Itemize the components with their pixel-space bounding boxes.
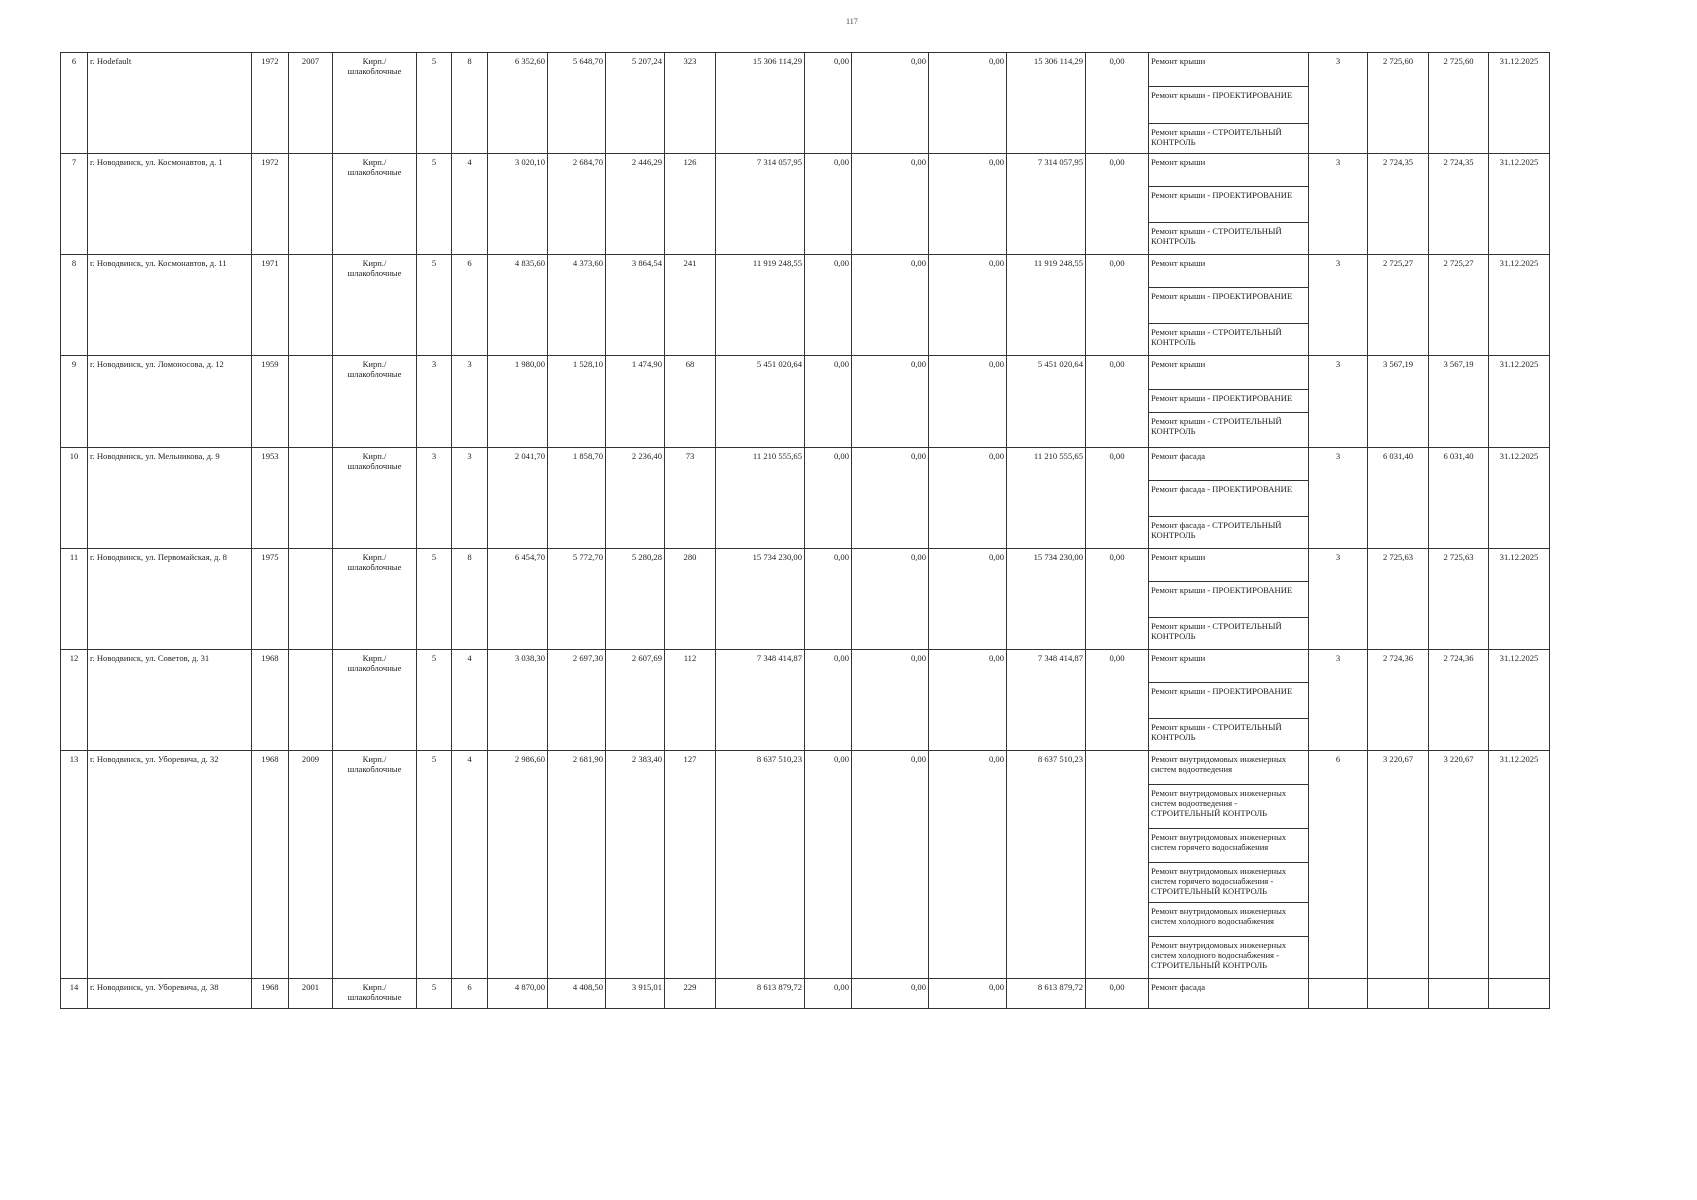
- cell-area-total: 2 041,70: [488, 448, 548, 549]
- cell-area-living: 2 697,30: [548, 650, 606, 751]
- cell-work-type: Ремонт фасада - СТРОИТЕЛЬНЫЙ КОНТРОЛЬ: [1149, 517, 1309, 549]
- cell-cost-other: 0,00: [1086, 650, 1149, 751]
- cell-work-type: Ремонт крыши - ПРОЕКТИРОВАНИЕ: [1149, 187, 1309, 223]
- cell-cost-mun: 0,00: [929, 979, 1007, 1009]
- cell-cost-reg: 0,00: [852, 356, 929, 448]
- cell-year-overhaul: 2009: [289, 751, 333, 979]
- cell-floors: 5: [417, 154, 452, 255]
- cell-work-type: Ремонт крыши: [1149, 255, 1309, 288]
- cell-year-overhaul: [289, 448, 333, 549]
- cell-work-type: Ремонт крыши - СТРОИТЕЛЬНЫЙ КОНТРОЛЬ: [1149, 124, 1309, 154]
- cell-cost-other: 0,00: [1086, 255, 1149, 356]
- cell-area-living: 5 648,70: [548, 53, 606, 154]
- cell-year-built: 1968: [252, 979, 289, 1009]
- cell-cost-other: 0,00: [1086, 154, 1149, 255]
- cell-num: 6: [61, 53, 88, 154]
- cell-area-total: 3 020,10: [488, 154, 548, 255]
- cell-num: 8: [61, 255, 88, 356]
- cell-deadline: 31.12.2025: [1489, 751, 1550, 979]
- cell-deadline: 31.12.2025: [1489, 53, 1550, 154]
- cell-area-living2: 2 607,69: [606, 650, 665, 751]
- cell-area-living2: 2 383,40: [606, 751, 665, 979]
- cell-num: 10: [61, 448, 88, 549]
- cell-work-type: Ремонт крыши: [1149, 53, 1309, 87]
- cell-num: 12: [61, 650, 88, 751]
- cell-cost-other: 0,00: [1086, 979, 1149, 1009]
- cell-cost-owners: 7 348 414,87: [1007, 650, 1086, 751]
- cell-max-cost: 3 567,19: [1429, 356, 1489, 448]
- cell-deadline: 31.12.2025: [1489, 154, 1550, 255]
- cell-entrances: 6: [452, 255, 488, 356]
- cell-work-type: Ремонт внутридомовых инженерных систем холодного водоснабжения - СТРОИТЕЛЬНЫЙ КОНТРОЛЬ: [1149, 937, 1309, 979]
- cell-max-cost: 6 031,40: [1429, 448, 1489, 549]
- cell-deadline: 31.12.2025: [1489, 356, 1550, 448]
- cell-cost-fed: 0,00: [805, 356, 852, 448]
- cell-year-built: 1959: [252, 356, 289, 448]
- cell-cost-total: 11 210 555,65: [716, 448, 805, 549]
- cell-cost-fed: 0,00: [805, 549, 852, 650]
- cell-entrances: 4: [452, 154, 488, 255]
- cell-deadline: [1489, 979, 1550, 1009]
- cell-cost-mun: 0,00: [929, 448, 1007, 549]
- cell-cost-owners: 7 314 057,95: [1007, 154, 1086, 255]
- cell-unit-cost: 2 724,35: [1368, 154, 1429, 255]
- cell-kind: 3: [1309, 356, 1368, 448]
- cell-cost-owners: 8 637 510,23: [1007, 751, 1086, 979]
- cell-year-built: 1972: [252, 53, 289, 154]
- cell-deadline: 31.12.2025: [1489, 255, 1550, 356]
- cell-cost-fed: 0,00: [805, 448, 852, 549]
- cell-cost-owners: 5 451 020,64: [1007, 356, 1086, 448]
- cell-cost-fed: 0,00: [805, 979, 852, 1009]
- cell-cost-other: 0,00: [1086, 356, 1149, 448]
- cell-residents: 241: [665, 255, 716, 356]
- cell-work-type: Ремонт внутридомовых инженерных систем водоотведения - СТРОИТЕЛЬНЫЙ КОНТРОЛЬ: [1149, 785, 1309, 829]
- cell-max-cost: 2 725,60: [1429, 53, 1489, 154]
- cell-address: г. Новодвинск, ул. Космонавтов, д. 1: [88, 154, 252, 255]
- cell-num: 9: [61, 356, 88, 448]
- cell-residents: 73: [665, 448, 716, 549]
- cell-area-living2: 2 236,40: [606, 448, 665, 549]
- cell-unit-cost: 6 031,40: [1368, 448, 1429, 549]
- cell-cost-fed: 0,00: [805, 255, 852, 356]
- cell-area-total: 6 352,60: [488, 53, 548, 154]
- cell-work-type: Ремонт фасада: [1149, 979, 1309, 1009]
- cell-material: Кирп./ шлакоблочные: [333, 549, 417, 650]
- cell-work-type: Ремонт внутридомовых инженерных систем горячего водоснабжения - СТРОИТЕЛЬНЫЙ КОНТРОЛЬ: [1149, 863, 1309, 903]
- cell-work-type: Ремонт крыши - ПРОЕКТИРОВАНИЕ: [1149, 683, 1309, 719]
- cell-material: Кирп./ шлакоблочные: [333, 356, 417, 448]
- cell-area-living: 1 528,10: [548, 356, 606, 448]
- cell-cost-owners: 15 306 114,29: [1007, 53, 1086, 154]
- cell-area-living2: 1 474,90: [606, 356, 665, 448]
- cell-max-cost: [1429, 979, 1489, 1009]
- cell-cost-other: 0,00: [1086, 549, 1149, 650]
- cell-area-total: 4 835,60: [488, 255, 548, 356]
- cell-area-living2: 5 207,24: [606, 53, 665, 154]
- capital-repair-table: [60, 52, 1550, 1009]
- cell-area-living: 1 858,70: [548, 448, 606, 549]
- cell-work-type: Ремонт крыши - ПРОЕКТИРОВАНИЕ: [1149, 582, 1309, 618]
- cell-residents: 280: [665, 549, 716, 650]
- table-row: [61, 255, 1550, 288]
- cell-work-type: Ремонт крыши - СТРОИТЕЛЬНЫЙ КОНТРОЛЬ: [1149, 324, 1309, 356]
- cell-address: г. Новодвинск, ул. Уборевича, д. 32: [88, 751, 252, 979]
- cell-area-living: 5 772,70: [548, 549, 606, 650]
- cell-residents: 229: [665, 979, 716, 1009]
- cell-address: г. Новодвинск, ул. Советов, д. 31: [88, 650, 252, 751]
- cell-work-type: Ремонт крыши: [1149, 356, 1309, 390]
- cell-work-type: Ремонт крыши - СТРОИТЕЛЬНЫЙ КОНТРОЛЬ: [1149, 618, 1309, 650]
- cell-area-living: 2 681,90: [548, 751, 606, 979]
- cell-year-built: 1975: [252, 549, 289, 650]
- cell-cost-total: 8 637 510,23: [716, 751, 805, 979]
- cell-residents: 127: [665, 751, 716, 979]
- cell-cost-mun: 0,00: [929, 53, 1007, 154]
- cell-year-built: 1971: [252, 255, 289, 356]
- cell-area-living: 4 373,60: [548, 255, 606, 356]
- cell-unit-cost: 3 220,67: [1368, 751, 1429, 979]
- cell-cost-fed: 0,00: [805, 751, 852, 979]
- cell-material: Кирп./ шлакоблочные: [333, 448, 417, 549]
- cell-work-type: Ремонт крыши - СТРОИТЕЛЬНЫЙ КОНТРОЛЬ: [1149, 223, 1309, 255]
- table-row: [61, 53, 1550, 87]
- cell-year-overhaul: 2001: [289, 979, 333, 1009]
- cell-area-living2: 2 446,29: [606, 154, 665, 255]
- cell-cost-total: 8 613 879,72: [716, 979, 805, 1009]
- cell-residents: 126: [665, 154, 716, 255]
- cell-entrances: 3: [452, 448, 488, 549]
- cell-work-type: Ремонт крыши - ПРОЕКТИРОВАНИЕ: [1149, 390, 1309, 413]
- cell-area-living: 4 408,50: [548, 979, 606, 1009]
- cell-cost-reg: 0,00: [852, 979, 929, 1009]
- cell-cost-reg: 0,00: [852, 53, 929, 154]
- cell-cost-total: 11 919 248,55: [716, 255, 805, 356]
- cell-year-built: 1968: [252, 650, 289, 751]
- cell-max-cost: 2 725,27: [1429, 255, 1489, 356]
- cell-address: г. Ноdefault: [88, 53, 252, 154]
- cell-max-cost: 3 220,67: [1429, 751, 1489, 979]
- cell-cost-fed: 0,00: [805, 650, 852, 751]
- cell-cost-other: 0,00: [1086, 53, 1149, 154]
- cell-floors: 5: [417, 53, 452, 154]
- cell-floors: 5: [417, 255, 452, 356]
- cell-area-total: 3 038,30: [488, 650, 548, 751]
- cell-year-built: 1968: [252, 751, 289, 979]
- cell-cost-mun: 0,00: [929, 751, 1007, 979]
- cell-kind: 3: [1309, 53, 1368, 154]
- cell-cost-mun: 0,00: [929, 650, 1007, 751]
- cell-material: Кирп./ шлакоблочные: [333, 255, 417, 356]
- cell-unit-cost: 2 725,63: [1368, 549, 1429, 650]
- cell-entrances: 4: [452, 751, 488, 979]
- cell-num: 14: [61, 979, 88, 1009]
- cell-area-living2: 5 280,28: [606, 549, 665, 650]
- cell-work-type: Ремонт крыши: [1149, 154, 1309, 187]
- table-row: [61, 751, 1550, 785]
- cell-material: Кирп./ шлакоблочные: [333, 650, 417, 751]
- cell-unit-cost: [1368, 979, 1429, 1009]
- cell-floors: 3: [417, 448, 452, 549]
- cell-cost-mun: 0,00: [929, 549, 1007, 650]
- cell-cost-reg: 0,00: [852, 751, 929, 979]
- cell-cost-mun: 0,00: [929, 255, 1007, 356]
- cell-cost-mun: 0,00: [929, 356, 1007, 448]
- cell-kind: 3: [1309, 154, 1368, 255]
- cell-cost-reg: 0,00: [852, 549, 929, 650]
- cell-year-overhaul: [289, 255, 333, 356]
- cell-cost-owners: 15 734 230,00: [1007, 549, 1086, 650]
- cell-cost-other: [1086, 751, 1149, 979]
- cell-entrances: 3: [452, 356, 488, 448]
- cell-area-total: 1 980,00: [488, 356, 548, 448]
- cell-cost-reg: 0,00: [852, 154, 929, 255]
- cell-kind: [1309, 979, 1368, 1009]
- cell-material: Кирп./ шлакоблочные: [333, 53, 417, 154]
- cell-work-type: Ремонт фасада: [1149, 448, 1309, 481]
- cell-cost-fed: 0,00: [805, 53, 852, 154]
- cell-floors: 5: [417, 979, 452, 1009]
- cell-cost-total: 5 451 020,64: [716, 356, 805, 448]
- cell-kind: 3: [1309, 448, 1368, 549]
- cell-cost-owners: 11 919 248,55: [1007, 255, 1086, 356]
- cell-address: г. Новодвинск, ул. Космонавтов, д. 11: [88, 255, 252, 356]
- cell-cost-total: 15 306 114,29: [716, 53, 805, 154]
- cell-work-type: Ремонт внутридомовых инженерных систем холодного водоснабжения: [1149, 903, 1309, 937]
- cell-num: 7: [61, 154, 88, 255]
- cell-cost-total: 7 348 414,87: [716, 650, 805, 751]
- cell-work-type: Ремонт крыши - ПРОЕКТИРОВАНИЕ: [1149, 288, 1309, 324]
- cell-kind: 3: [1309, 650, 1368, 751]
- cell-entrances: 8: [452, 53, 488, 154]
- cell-year-overhaul: [289, 154, 333, 255]
- cell-work-type: Ремонт крыши - СТРОИТЕЛЬНЫЙ КОНТРОЛЬ: [1149, 413, 1309, 448]
- cell-year-overhaul: [289, 356, 333, 448]
- cell-entrances: 4: [452, 650, 488, 751]
- cell-year-overhaul: [289, 549, 333, 650]
- cell-address: г. Новодвинск, ул. Первомайская, д. 8: [88, 549, 252, 650]
- table-row: [61, 549, 1550, 582]
- cell-work-type: Ремонт фасада - ПРОЕКТИРОВАНИЕ: [1149, 481, 1309, 517]
- cell-material: Кирп./ шлакоблочные: [333, 751, 417, 979]
- cell-unit-cost: 2 725,60: [1368, 53, 1429, 154]
- cell-cost-reg: 0,00: [852, 650, 929, 751]
- cell-num: 11: [61, 549, 88, 650]
- cell-entrances: 6: [452, 979, 488, 1009]
- cell-area-living2: 3 864,54: [606, 255, 665, 356]
- cell-area-total: 6 454,70: [488, 549, 548, 650]
- cell-floors: 3: [417, 356, 452, 448]
- cell-area-living2: 3 915,01: [606, 979, 665, 1009]
- table-row: [61, 356, 1550, 390]
- cell-cost-reg: 0,00: [852, 448, 929, 549]
- cell-floors: 5: [417, 751, 452, 979]
- cell-floors: 5: [417, 650, 452, 751]
- cell-year-built: 1972: [252, 154, 289, 255]
- cell-year-built: 1953: [252, 448, 289, 549]
- cell-kind: 3: [1309, 549, 1368, 650]
- cell-address: г. Новодвинск, ул. Ломоносова, д. 12: [88, 356, 252, 448]
- cell-max-cost: 2 724,35: [1429, 154, 1489, 255]
- cell-year-overhaul: 2007: [289, 53, 333, 154]
- cell-deadline: 31.12.2025: [1489, 448, 1550, 549]
- cell-cost-total: 7 314 057,95: [716, 154, 805, 255]
- cell-year-overhaul: [289, 650, 333, 751]
- page-number: 117: [846, 17, 858, 26]
- cell-material: Кирп./ шлакоблочные: [333, 979, 417, 1009]
- table-row: [61, 448, 1550, 481]
- cell-unit-cost: 2 725,27: [1368, 255, 1429, 356]
- cell-cost-mun: 0,00: [929, 154, 1007, 255]
- cell-work-type: Ремонт крыши - СТРОИТЕЛЬНЫЙ КОНТРОЛЬ: [1149, 719, 1309, 751]
- cell-kind: 3: [1309, 255, 1368, 356]
- cell-material: Кирп./ шлакоблочные: [333, 154, 417, 255]
- cell-work-type: Ремонт внутридомовых инженерных систем водоотведения: [1149, 751, 1309, 785]
- cell-unit-cost: 2 724,36: [1368, 650, 1429, 751]
- cell-address: г. Новодвинск, ул. Уборевича, д. 38: [88, 979, 252, 1009]
- cell-kind: 6: [1309, 751, 1368, 979]
- cell-work-type: Ремонт крыши - ПРОЕКТИРОВАНИЕ: [1149, 87, 1309, 124]
- cell-work-type: Ремонт внутридомовых инженерных систем горячего водоснабжения: [1149, 829, 1309, 863]
- cell-work-type: Ремонт крыши: [1149, 650, 1309, 683]
- cell-cost-reg: 0,00: [852, 255, 929, 356]
- cell-floors: 5: [417, 549, 452, 650]
- cell-deadline: 31.12.2025: [1489, 650, 1550, 751]
- cell-cost-other: 0,00: [1086, 448, 1149, 549]
- cell-residents: 112: [665, 650, 716, 751]
- table-row: [61, 154, 1550, 187]
- cell-residents: 323: [665, 53, 716, 154]
- cell-area-total: 2 986,60: [488, 751, 548, 979]
- cell-cost-fed: 0,00: [805, 154, 852, 255]
- cell-cost-owners: 8 613 879,72: [1007, 979, 1086, 1009]
- cell-cost-owners: 11 210 555,65: [1007, 448, 1086, 549]
- cell-deadline: 31.12.2025: [1489, 549, 1550, 650]
- cell-cost-total: 15 734 230,00: [716, 549, 805, 650]
- cell-address: г. Новодвинск, ул. Мельникова, д. 9: [88, 448, 252, 549]
- cell-unit-cost: 3 567,19: [1368, 356, 1429, 448]
- table-row: [61, 650, 1550, 683]
- table-row: [61, 979, 1550, 1009]
- cell-entrances: 8: [452, 549, 488, 650]
- cell-max-cost: 2 724,36: [1429, 650, 1489, 751]
- cell-area-total: 4 870,00: [488, 979, 548, 1009]
- cell-work-type: Ремонт крыши: [1149, 549, 1309, 582]
- cell-residents: 68: [665, 356, 716, 448]
- cell-area-living: 2 684,70: [548, 154, 606, 255]
- cell-num: 13: [61, 751, 88, 979]
- cell-max-cost: 2 725,63: [1429, 549, 1489, 650]
